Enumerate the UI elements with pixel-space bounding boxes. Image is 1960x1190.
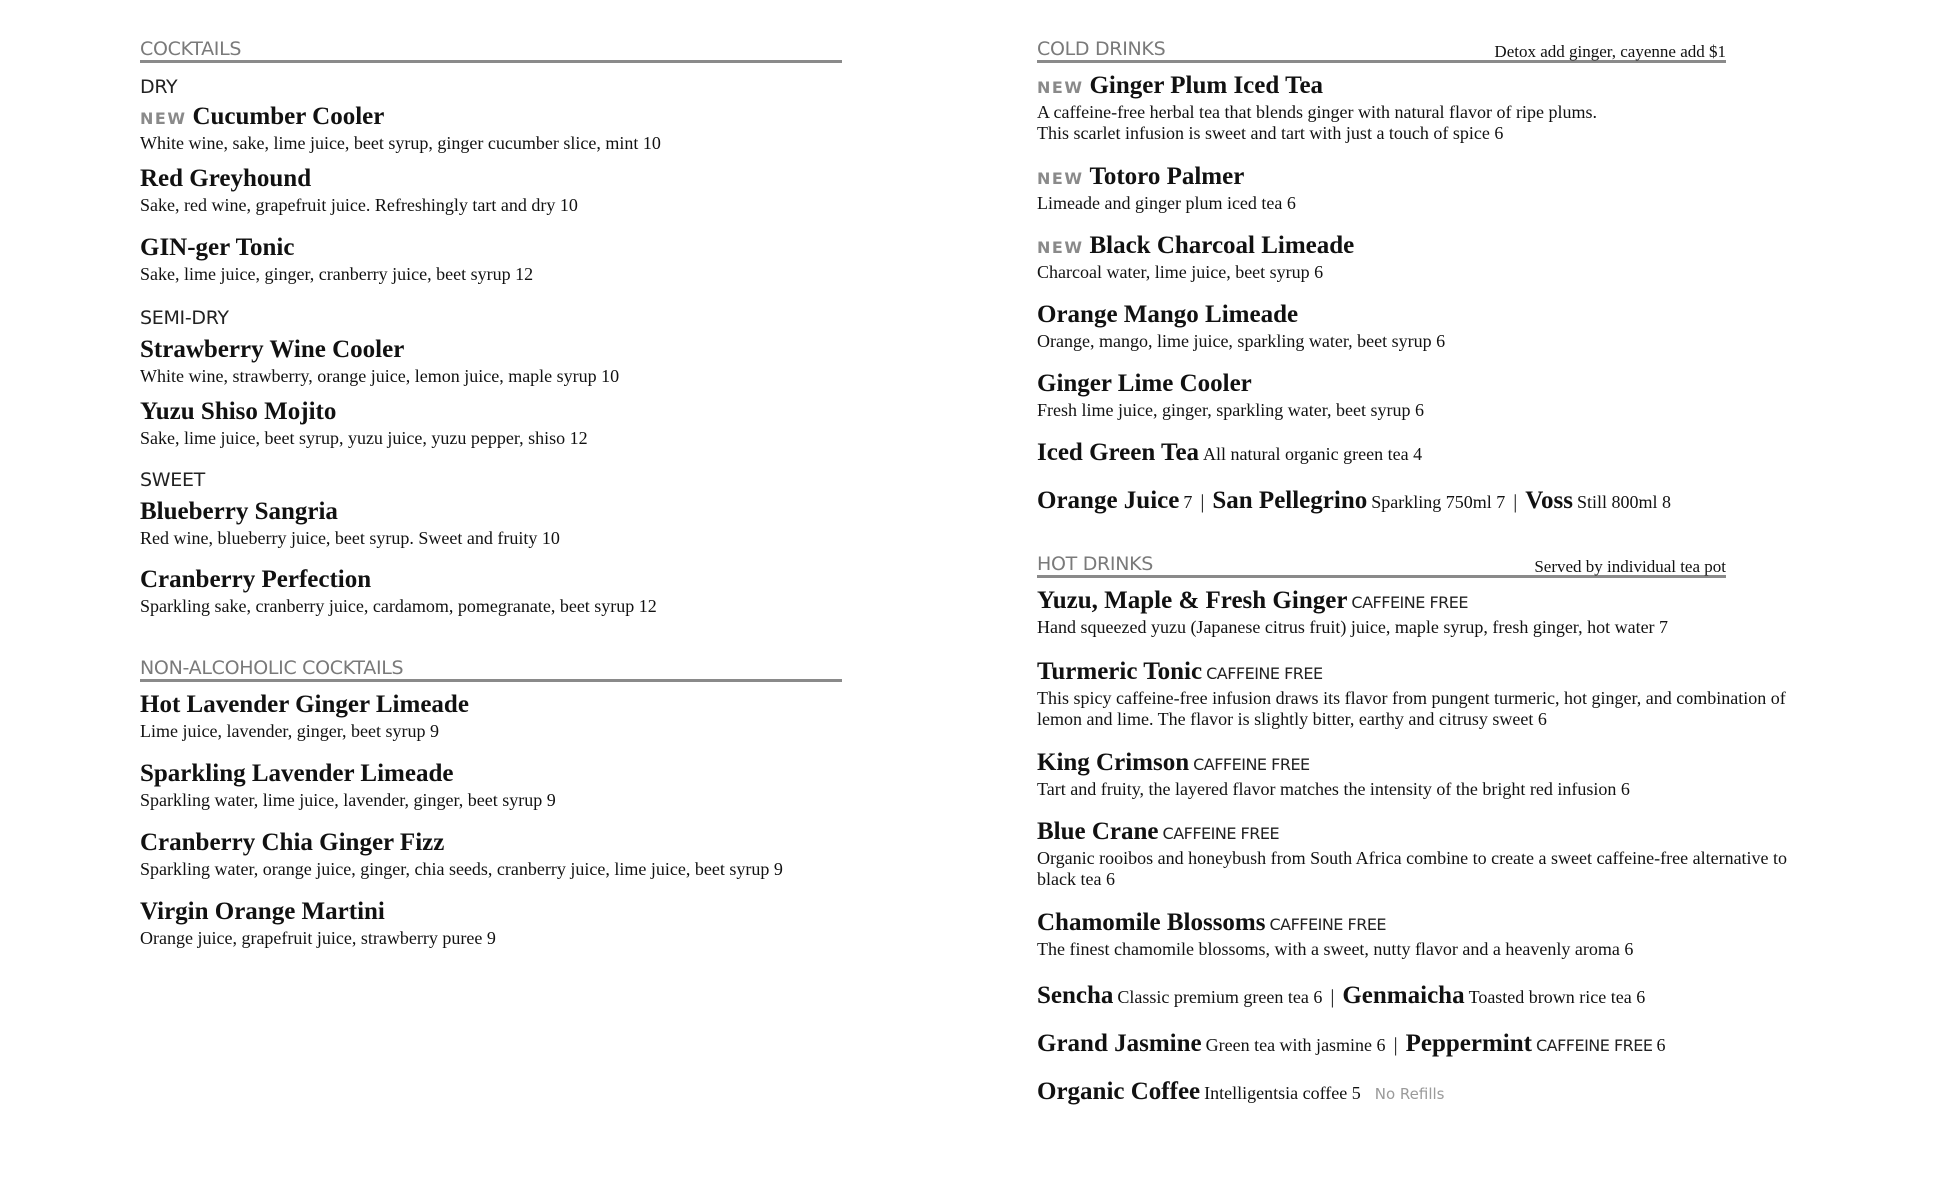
menu-item	[1037, 818, 1850, 890]
item-desc: Sparkling sake, cranberry juice, cardamom, pomegranate, beet syrup 12	[140, 596, 657, 616]
item-name: Cucumber Cooler	[192, 103, 385, 130]
menu-item	[140, 165, 842, 216]
item-desc: The finest chamomile blossoms, with a sweet, nutty flavor and a heavenly aroma 6	[1037, 939, 1634, 959]
item-desc: Classic premium green tea 6	[1117, 987, 1323, 1007]
subsection-semi-dry: SEMI-DRY	[140, 307, 229, 329]
menu-item	[1037, 658, 1850, 730]
item-name: GIN-ger Tonic	[140, 234, 295, 261]
item-desc: All natural organic green tea 4	[1203, 444, 1423, 464]
menu-item	[1037, 749, 1850, 800]
item-name: Iced Green Tea	[1037, 439, 1200, 466]
menu-item	[140, 566, 842, 617]
item-desc: White wine, sake, lime juice, beet syrup, ginger cucumber slice, mint 10	[140, 133, 661, 153]
item-desc: This spicy caffeine-free infusion draws its flavor from pungent turmeric, hot ginger, and combination of	[1037, 688, 1786, 708]
subsection-dry: DRY	[140, 76, 178, 98]
separator: |	[1513, 491, 1518, 513]
menu-item	[140, 760, 842, 811]
item-desc: Lime juice, lavender, ginger, beet syrup 9	[140, 721, 439, 741]
section-title: NON-ALCOHOLIC COCKTAILS	[140, 657, 404, 679]
item-name: Blue Crane	[1037, 818, 1159, 845]
menu-item	[140, 498, 842, 549]
item-name: Peppermint	[1405, 1030, 1532, 1057]
item-name: King Crimson	[1037, 749, 1190, 776]
item-desc: Sake, red wine, grapefruit juice. Refreshingly tart and dry 10	[140, 195, 578, 215]
item-desc: Sparkling 750ml 7	[1371, 492, 1506, 512]
hot-drinks-header	[1037, 551, 1726, 578]
caffeine-free-tag: CAFFEINE FREE	[1535, 1036, 1653, 1055]
item-name: Ginger Plum Iced Tea	[1089, 72, 1324, 99]
item-name: Black Charcoal Limeade	[1089, 232, 1355, 259]
menu-item	[140, 336, 842, 387]
item-desc: This scarlet infusion is sweet and tart with just a touch of spice 6	[1037, 123, 1504, 143]
item-desc: Sake, lime juice, beet syrup, yuzu juice, yuzu pepper, shiso 12	[140, 428, 588, 448]
menu-item	[140, 898, 842, 949]
subsection-sweet: SWEET	[140, 469, 205, 491]
section-title: COLD DRINKS	[1037, 38, 1166, 60]
caffeine-free-tag: CAFFEINE FREE	[1269, 915, 1387, 934]
combo-line	[1037, 487, 1850, 517]
item-name: Grand Jasmine	[1037, 1030, 1202, 1057]
item-desc: White wine, strawberry, orange juice, lemon juice, maple syrup 10	[140, 366, 620, 386]
item-desc: Sake, lime juice, ginger, cranberry juice, beet syrup 12	[140, 264, 534, 284]
menu-item	[1037, 370, 1850, 421]
item-name: San Pellegrino	[1212, 487, 1368, 514]
item-name: Hot Lavender Ginger Limeade	[140, 691, 469, 718]
item-desc: Sparkling water, orange juice, ginger, chia seeds, cranberry juice, lime juice, beet syrup 9	[140, 859, 783, 879]
menu-item	[140, 691, 842, 742]
item-name: Orange Juice	[1037, 487, 1180, 514]
caffeine-free-tag: CAFFEINE FREE	[1351, 593, 1468, 612]
caffeine-free-tag: CAFFEINE FREE	[1162, 824, 1280, 843]
item-name: Totoro Palmer	[1089, 163, 1245, 190]
new-badge: NEW	[1037, 238, 1084, 257]
menu-item	[140, 103, 842, 154]
menu-item	[1037, 909, 1850, 960]
combo-line	[1037, 1030, 1850, 1060]
combo-line	[1037, 982, 1850, 1012]
cocktails-header	[140, 36, 842, 63]
item-desc: Orange juice, grapefruit juice, strawberry puree 9	[140, 928, 496, 948]
item-name: Ginger Lime Cooler	[1037, 370, 1252, 397]
caffeine-free-tag: CAFFEINE FREE	[1206, 664, 1323, 683]
non-alcoholic-header	[140, 655, 842, 682]
item-desc: Red wine, blueberry juice, beet syrup. Sweet and fruity 10	[140, 528, 560, 548]
menu-item	[1037, 232, 1850, 283]
item-desc: Charcoal water, lime juice, beet syrup 6	[1037, 262, 1324, 282]
section-note: Detox add ginger, cayenne add $1	[1494, 42, 1726, 61]
section-title: COCKTAILS	[140, 38, 242, 60]
menu-item	[1037, 301, 1850, 352]
item-name: Organic Coffee	[1037, 1078, 1201, 1105]
separator: |	[1330, 986, 1335, 1008]
item-desc: Hand squeezed yuzu (Japanese citrus fruit) juice, maple syrup, fresh ginger, hot water 7	[1037, 617, 1669, 637]
item-desc: Toasted brown rice tea 6	[1468, 987, 1646, 1007]
menu-item	[1037, 163, 1850, 214]
item-desc: Tart and fruity, the layered flavor matches the intensity of the bright red infusion 6	[1037, 779, 1630, 799]
menu-item	[1037, 72, 1850, 144]
item-price: 7	[1183, 492, 1193, 512]
section-note: Served by individual tea pot	[1534, 557, 1726, 576]
item-name: Virgin Orange Martini	[140, 898, 385, 925]
menu-item	[1037, 439, 1850, 469]
item-desc: Intelligentsia coffee 5	[1204, 1083, 1361, 1103]
item-name: Cranberry Perfection	[140, 566, 372, 593]
item-desc: black tea 6	[1037, 869, 1115, 889]
menu-item	[1037, 1078, 1850, 1108]
menu-item	[140, 398, 842, 449]
menu-item	[140, 829, 842, 880]
item-desc: Fresh lime juice, ginger, sparkling water, beet syrup 6	[1037, 400, 1424, 420]
caffeine-free-tag: CAFFEINE FREE	[1193, 755, 1310, 774]
item-name: Strawberry Wine Cooler	[140, 336, 405, 363]
item-desc: Green tea with jasmine 6	[1205, 1035, 1386, 1055]
item-desc: Still 800ml 8	[1576, 492, 1671, 512]
separator: |	[1393, 1034, 1398, 1056]
item-price: 6	[1656, 1035, 1666, 1055]
item-name: Cranberry Chia Ginger Fizz	[140, 829, 445, 856]
item-desc: Sparkling water, lime juice, lavender, ginger, beet syrup 9	[140, 790, 556, 810]
item-name: Yuzu, Maple & Fresh Ginger	[1037, 587, 1348, 614]
item-desc: Limeade and ginger plum iced tea 6	[1037, 193, 1296, 213]
new-badge: NEW	[1037, 78, 1084, 97]
section-title: HOT DRINKS	[1037, 553, 1154, 575]
item-desc: Organic rooibos and honeybush from South Africa combine to create a sweet caffeine-free alternative to	[1037, 848, 1788, 868]
item-name: Yuzu Shiso Mojito	[140, 398, 337, 425]
separator: |	[1200, 491, 1205, 513]
item-name: Sparkling Lavender Limeade	[140, 760, 454, 787]
item-name: Red Greyhound	[140, 165, 312, 192]
item-desc: lemon and lime. The flavor is slightly bitter, earthy and citrusy sweet 6	[1037, 709, 1547, 729]
menu-item	[1037, 587, 1850, 638]
no-refills-note: No Refills	[1374, 1085, 1445, 1103]
new-badge: NEW	[140, 109, 187, 128]
item-name: Genmaicha	[1342, 982, 1465, 1009]
menu-item	[140, 234, 842, 285]
item-name: Chamomile Blossoms	[1037, 909, 1266, 936]
item-name: Voss	[1525, 487, 1573, 514]
item-desc: Orange, mango, lime juice, sparkling water, beet syrup 6	[1037, 331, 1446, 351]
item-name: Turmeric Tonic	[1037, 658, 1203, 685]
item-name: Orange Mango Limeade	[1037, 301, 1299, 328]
cold-drinks-header	[1037, 36, 1726, 63]
item-name: Sencha	[1037, 982, 1114, 1009]
item-name: Blueberry Sangria	[140, 498, 338, 525]
new-badge: NEW	[1037, 169, 1084, 188]
item-desc: A caffeine-free herbal tea that blends ginger with natural flavor of ripe plums.	[1037, 102, 1597, 122]
